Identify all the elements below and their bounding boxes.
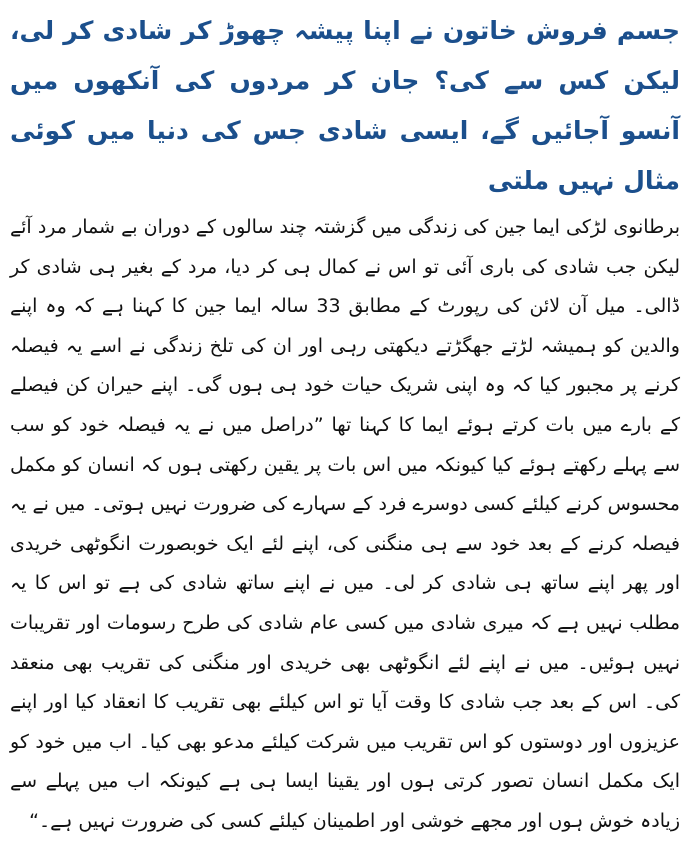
article-headline: جسم فروش خاتون نے اپنا پیشہ چھوڑ کر شادی کر لی، لیکن کس سے کی؟ جان کر مردوں کی آنکھوں میں آنسو آجائیں گے، ایسی شادی جس کی دنیا میں کوئی مثال نہیں ملتی: [10, 16, 680, 195]
article-body: برطانوی لڑکی ایما جین کی زندگی میں گزشتہ چند سالوں کے دوران بے شمار مرد آئے لیکن جب شادی کی باری آئی تو اس نے کمال ہی کر دیا، مرد کے بغیر ہی شادی کر ڈالی۔ میل آن لائن کی رپورٹ کے مطابق 33 سالہ ایما جین کا کہنا ہے کہ وہ اپنے والدین کو ہمیشہ لڑتے جھگڑتے دیکھتی رہی اور ان کی تلخ زندگی نے اسے یہ فیصلہ کرنے پر مجبور کیا کہ وہ اپنی شریک حیات خود ہی ہوں گی۔ اپنے حیران کن فیصلے کے بارے میں بات کرتے ہوئے ایما کا کہنا تھا ”دراصل میں نے یہ فیصلہ خود کو سب سے پہلے رکھتے ہوئے کیا کیونکہ میں اس بات پر یقین رکھتی ہوں کہ انسان کو مکمل محسوس کرنے کیلئے کسی دوسرے فرد کے سہارے کی ضرورت نہیں ہوتی۔ میں نے یہ فیصلہ کرنے کے بعد خود سے ہی منگنی کی، اپنے لئے ایک خوبصورت انگوٹھی خریدی اور پھر اپنے ساتھ ہی شادی کر لی۔ میں نے اپنے ساتھ شادی کی ہے تو اس کا یہ مطلب نہیں ہے کہ میری شادی میں کسی عام شادی کی طرح رسومات اور تقریبات نہیں ہوئیں۔ میں نے اپنے لئے انگوٹھی بھی خریدی اور منگنی کی تقریب بھی منعقد کی۔ اس کے بعد جب شادی کا وقت آیا تو اس کیلئے بھی تقریب کا انعقاد کیا اور اپنے عزیزوں اور دوستوں کو اس تقریب میں شرکت کیلئے مدعو بھی کیا۔ اب میں خود کو ایک مکمل انسان تصور کرتی ہوں اور یقینا ایسا ہی ہے کیونکہ اب میں پہلے سے زیادہ خوش ہوں اور مجھے خوشی اور اطمینان کیلئے کسی کی ضرورت نہیں ہے۔“: [10, 216, 680, 832]
